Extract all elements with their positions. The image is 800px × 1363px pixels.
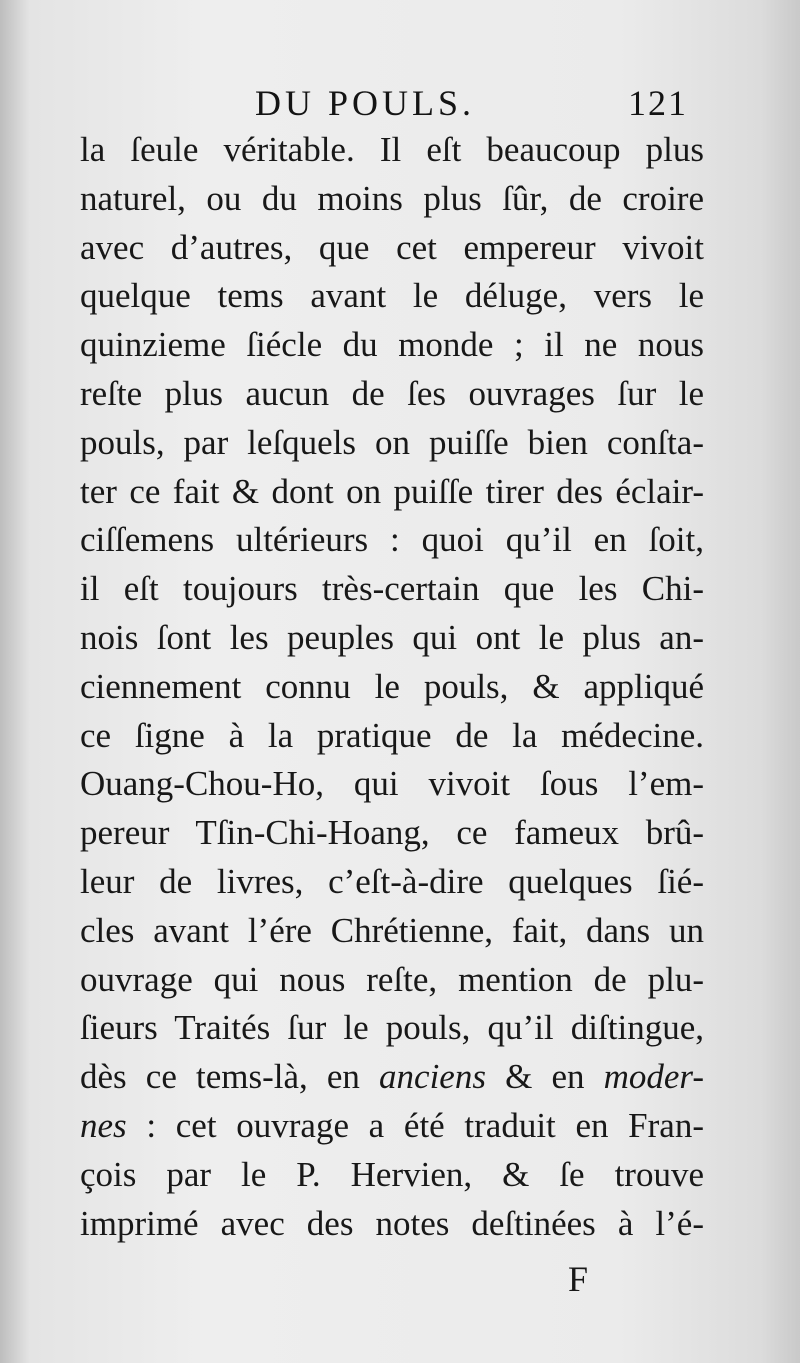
body-text xyxy=(80,126,704,1248)
text-line: ciennement connu le pouls, & appliqué xyxy=(80,666,704,706)
text-line: quinzieme ſiécle du monde ; il ne nous xyxy=(80,325,704,365)
text-line-mixed xyxy=(80,1102,704,1151)
text-span: & en xyxy=(485,1057,604,1097)
text-line: pereur Tſin-Chi-Hoang, ce fameux brû- xyxy=(80,813,704,853)
text-line: leur de livres, c’eſt-à-dire quelques ſié- xyxy=(80,861,704,901)
text-line: reſte plus aucun de ſes ouvrages ſur le xyxy=(80,373,704,413)
text-line: cles avant l’ére Chrétienne, fait, dans un xyxy=(80,910,704,950)
text-line: ouvrage qui nous reſte, mention de plu- xyxy=(80,959,704,999)
italic-word: nes xyxy=(80,1105,127,1145)
text-span: dès ce tems-là, en xyxy=(80,1057,380,1097)
text-line: la ſeule véritable. Il eſt beaucoup plus xyxy=(80,130,704,169)
italic-word: anciens xyxy=(379,1057,486,1097)
text-line: il eſt toujours très-certain que les Chi- xyxy=(80,569,704,609)
catchword: F xyxy=(568,1259,589,1299)
text-line: ter ce fait & dont on puiſſe tirer des éclair- xyxy=(80,471,704,511)
text-line: avec d’autres, que cet empereur vivoit xyxy=(80,227,704,267)
text-line: quelque tems avant le déluge, vers le xyxy=(80,276,704,316)
italic-word: moder- xyxy=(603,1057,704,1097)
text-line: Ouang-Chou-Ho, qui vivoit ſous l’em- xyxy=(80,764,704,804)
text-line: naturel, ou du moins plus ſûr, de croire xyxy=(80,178,704,218)
page-number: 121 xyxy=(628,83,688,123)
text-line: ce ſigne à la pratique de la médecine. xyxy=(80,715,704,755)
text-line-mixed xyxy=(80,1053,704,1102)
text-line: nois ſont les peuples qui ont le plus an- xyxy=(80,617,704,657)
text-line: ſieurs Traités ſur le pouls, qu’il diſtingue, xyxy=(80,1008,704,1048)
text-line: pouls, par leſquels on puiſſe bien conſta- xyxy=(80,422,704,462)
text-line: çois par le P. Hervien, & ſe trouve xyxy=(80,1154,704,1194)
text-span: : cet ouvrage a été traduit en Fran- xyxy=(126,1105,704,1145)
text-line: imprimé avec des notes deſtinées à l’é- xyxy=(80,1203,704,1243)
running-title: DU POULS. xyxy=(255,83,476,123)
page-header xyxy=(0,82,800,122)
text-line: ciſſemens ultérieurs : quoi qu’il en ſoit, xyxy=(80,520,704,560)
